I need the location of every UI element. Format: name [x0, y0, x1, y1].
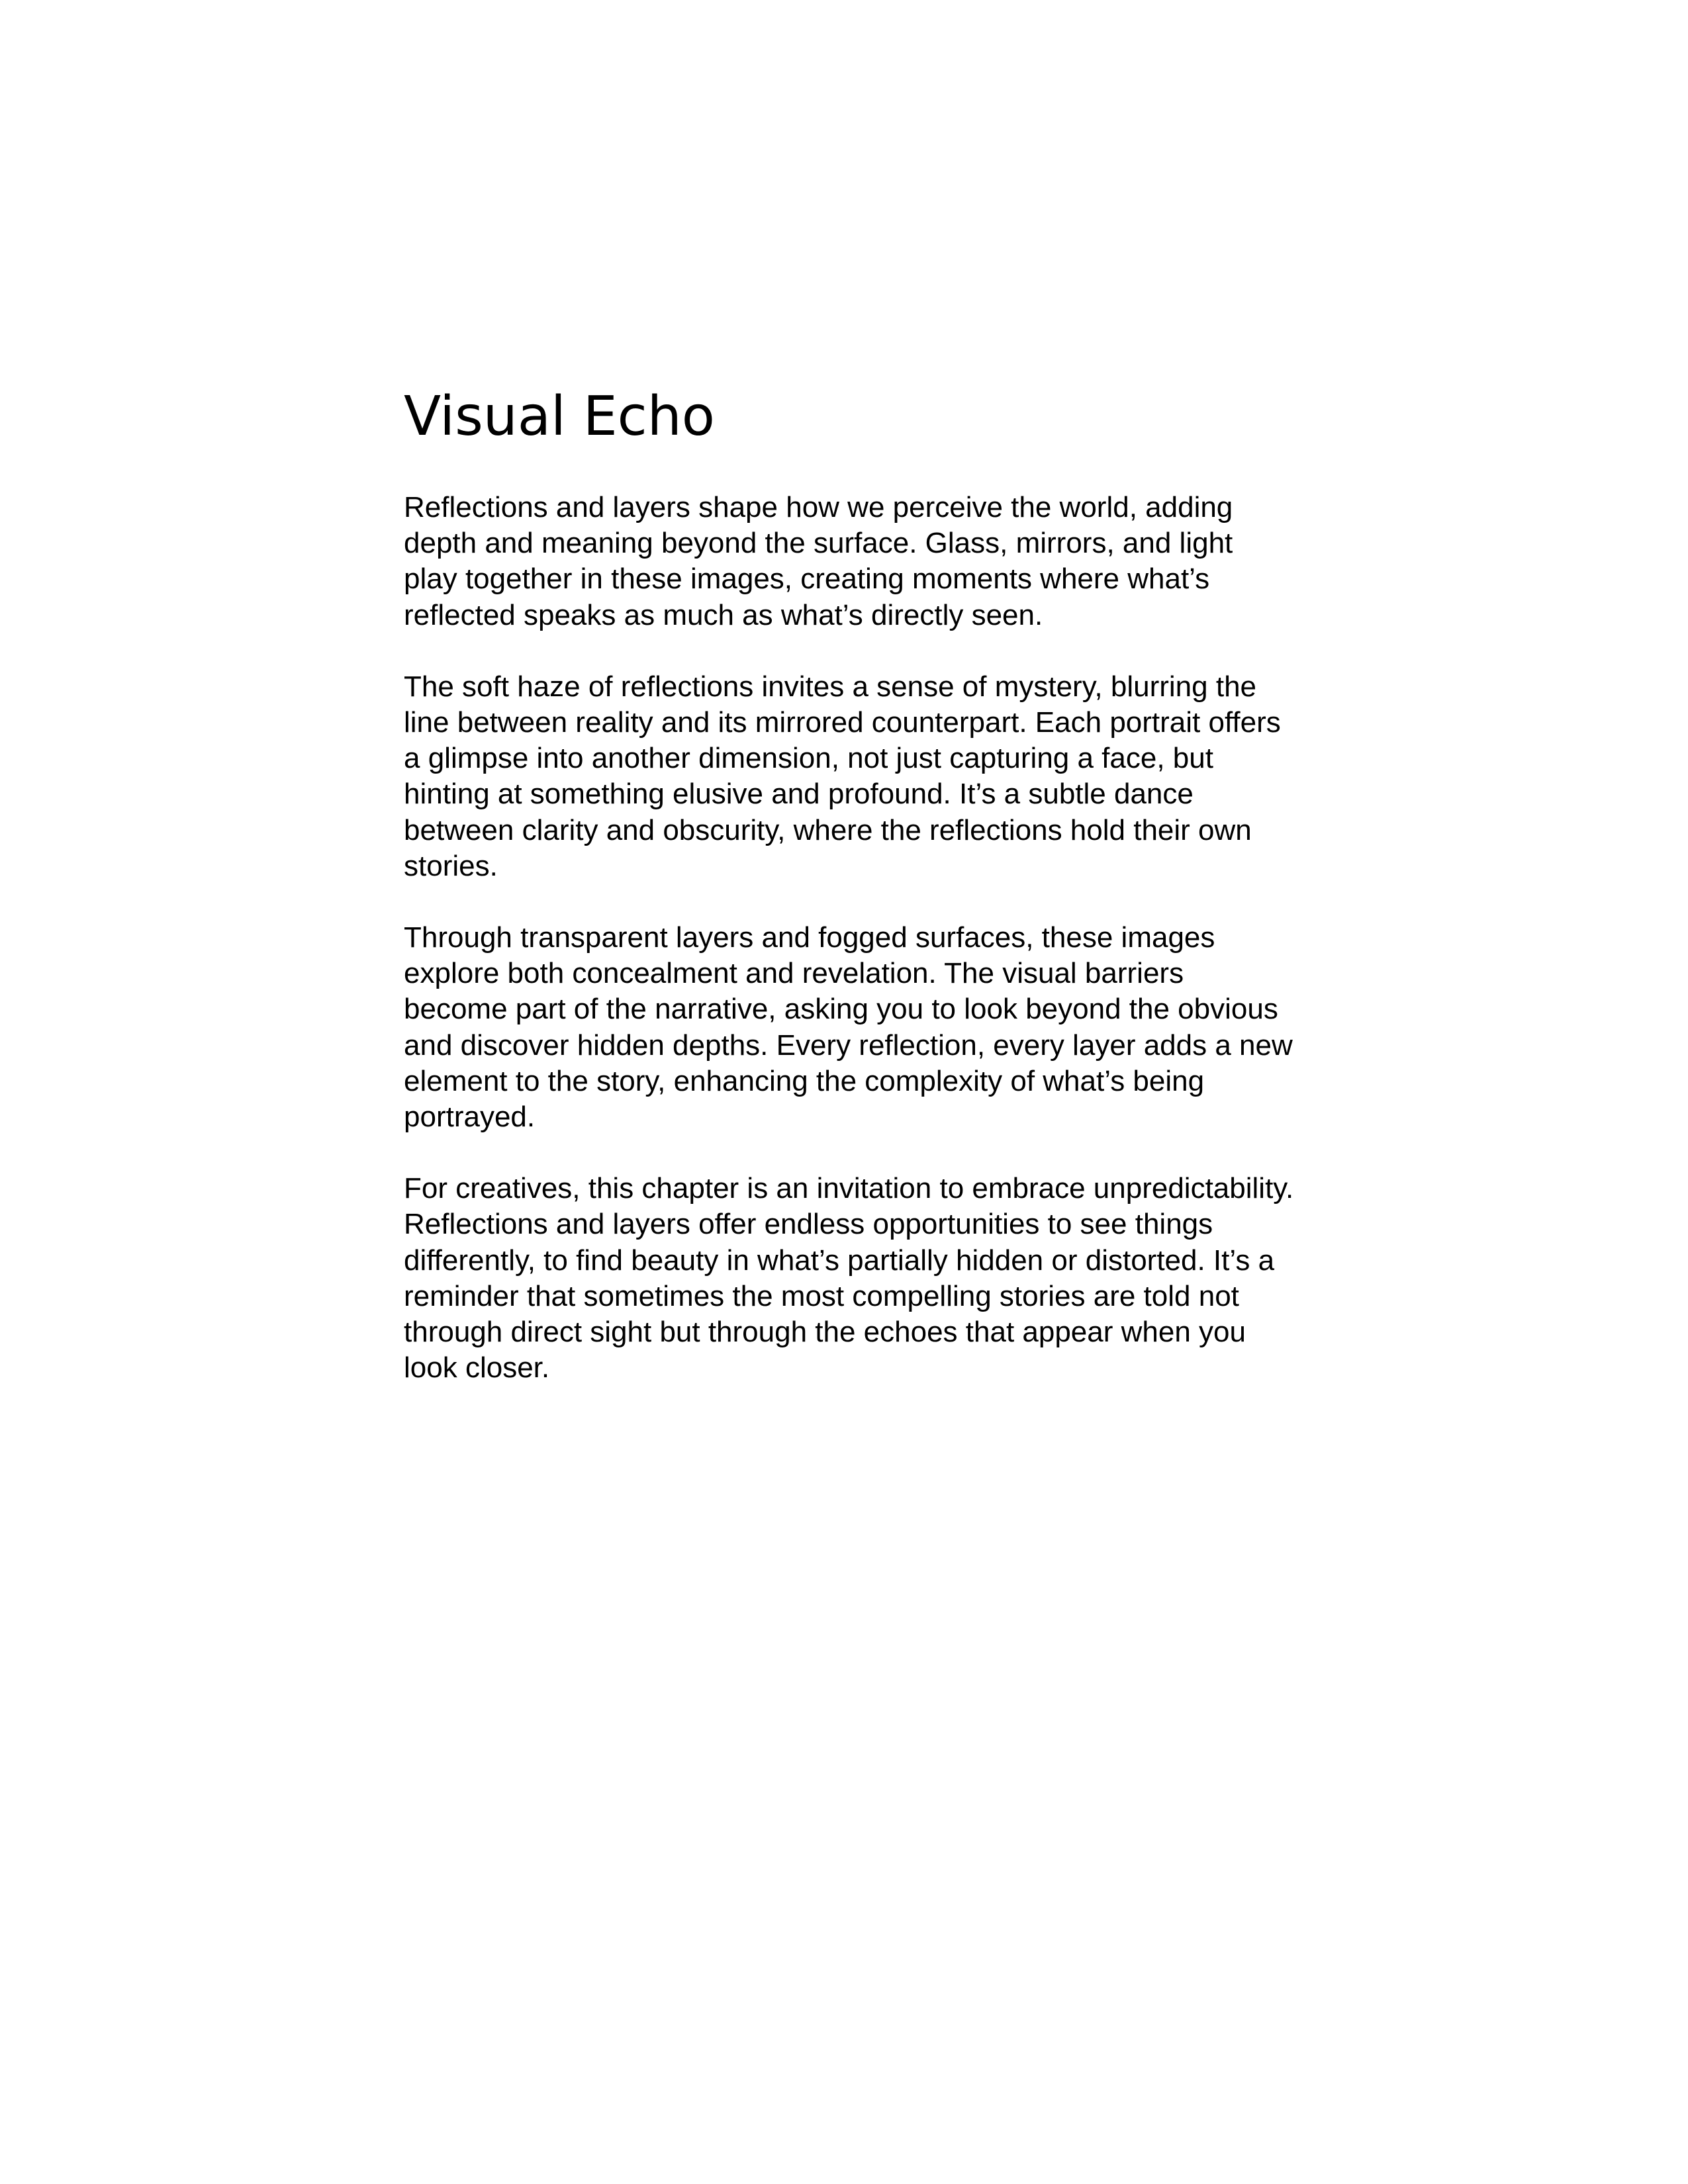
paragraph-3: Through transparent layers and fogged surfaces, these images explore both concealment and revelation. The visual barriers become part of the narrative, asking you to look beyond the obvious and discover hidden depths. Every reflection, every layer adds a new element to the story, enhancing the complexity of what’s being portrayed.	[404, 921, 1293, 1134]
body-text	[404, 490, 1344, 1386]
page-title: Visual Echo	[404, 385, 715, 448]
paragraph-4: For creatives, this chapter is an invitation to embrace unpredictability. Reflections and layers offer endless opportunities to see things differently, to find beauty in what’s partially hidden or distorted. It’s a reminder that sometimes the most compelling stories are told not through direct sight but through the echoes that appear when you look closer.	[404, 1172, 1294, 1385]
paragraph-1: Reflections and layers shape how we perceive the world, adding depth and meaning beyond the surface. Glass, mirrors, and light play together in these images, creating moments where what’s reflected speaks as much as what’s directly seen.	[404, 491, 1233, 631]
paragraph-2: The soft haze of reflections invites a sense of mystery, blurring the line between reality and its mirrored counterpart. Each portrait offers a glimpse into another dimension, not just capturing a face, but hinting at something elusive and profound. It’s a subtle dance between clarity and obscurity, where the reflections hold their own stories.	[404, 670, 1281, 882]
page-content	[404, 384, 1344, 1422]
